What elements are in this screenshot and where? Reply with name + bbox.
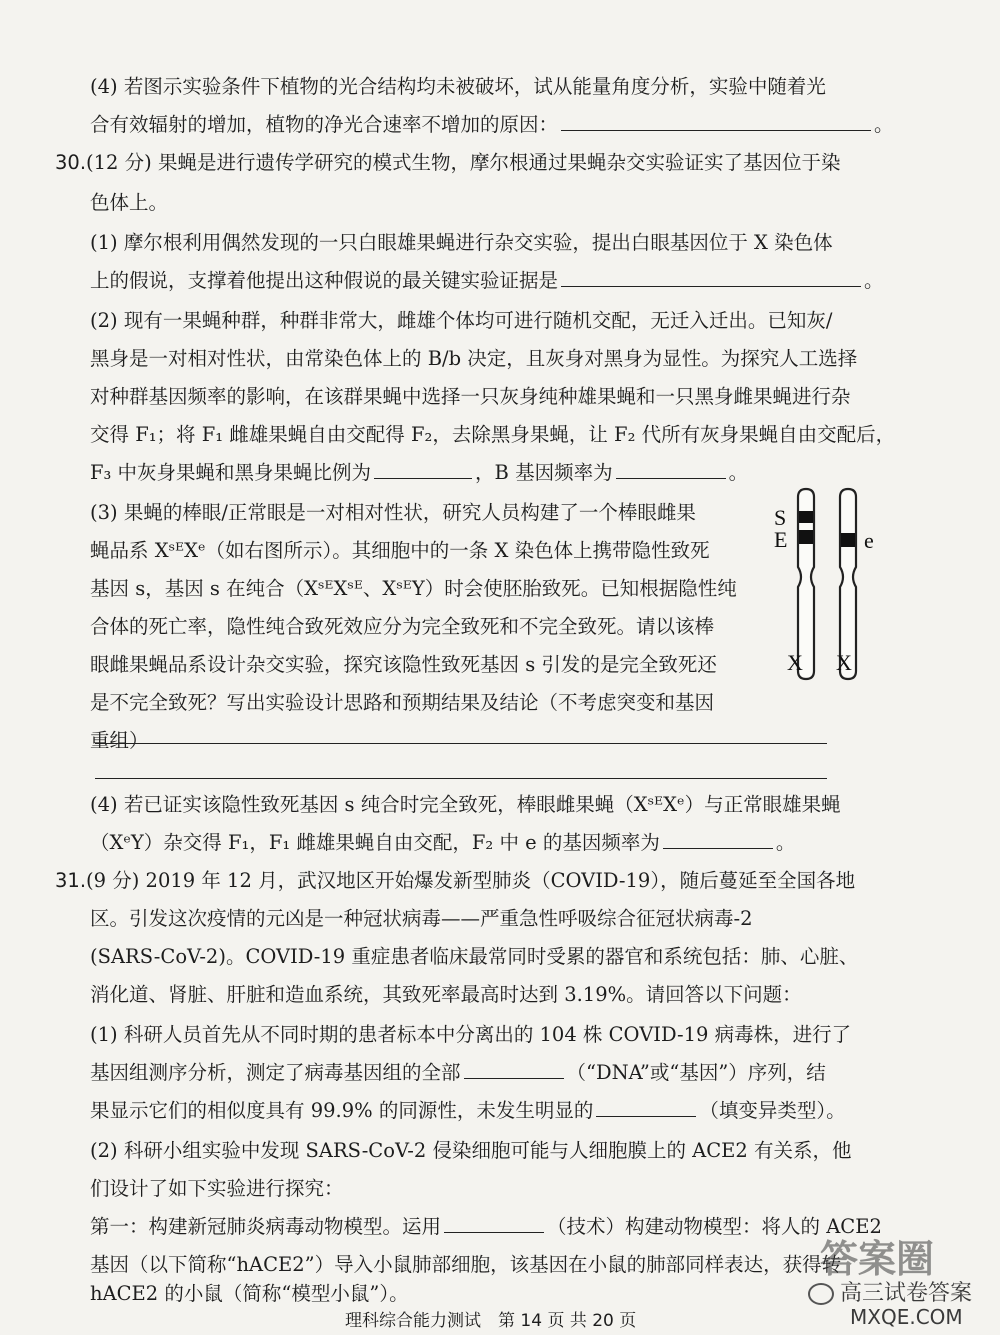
q30-header-line1 [55, 148, 840, 178]
q29-part4-line1: (4) 若图示实验条件下植物的光合结构均未被破坏，试从能量角度分析，实验中随着光 [90, 75, 826, 98]
q31-p2-line4: 基因（以下简称“hACE2”）导入小鼠肺部细胞，该基因在小鼠的肺部同样表达，获得转 [90, 1253, 842, 1276]
q31-p2-line3 [90, 1212, 882, 1242]
q30-p2-line5b-text: ，B 基因频率为 [475, 461, 613, 484]
label-E: E [774, 527, 788, 552]
q30-p2-line3: 对种群基因频率的影响，在该群果蝇中选择一只灰身纯种雄果蝇和一只黑身雌果蝇进行杂 [90, 385, 851, 408]
q29-part4-line2-text: 合有效辐射的增加，植物的净光合速率不增加的原因： [90, 113, 559, 136]
wechat-icon [808, 1283, 834, 1305]
q30-p3-line5: 眼雌果蝇品系设计杂交实验，探究该隐性致死基因 s 引发的是完全致死还 [90, 653, 717, 676]
answer-blank[interactable] [444, 1212, 544, 1233]
q31-p1-line3b-text: （填变异类型）。 [699, 1099, 846, 1122]
label-e: e [864, 528, 874, 553]
chromosome-x-labels [770, 648, 880, 678]
q30-p3-line7: 重组） [90, 729, 149, 752]
q31-p2-line5: hACE2 的小鼠（简称“模型小鼠”）。 [90, 1282, 409, 1305]
answer-blank[interactable] [464, 1058, 564, 1079]
q30-header-line2: 色体上。 [90, 191, 169, 214]
label-X-left: X [787, 650, 803, 675]
q30-header1-text: (12 分) 果蝇是进行遗传学研究的模式生物，摩尔根通过果蝇杂交实验证实了基因位于染 [86, 151, 841, 174]
q31-header-line1 [55, 866, 855, 896]
band-E [799, 530, 813, 544]
q31-p2-line3b-text: （技术）构建动物模型：将人的 ACE2 [547, 1215, 882, 1238]
answer-blank[interactable] [561, 110, 871, 131]
q31-header-line2: 区。引发这次疫情的元凶是一种冠状病毒——严重急性呼吸综合征冠状病毒-2 [90, 907, 753, 930]
q31-p1-line3 [90, 1096, 846, 1126]
q30-p3-line3: 基因 s，基因 s 在纯合（XˢᴱXˢᴱ、XˢᴱY）时会使胚胎致死。已知根据隐性纯 [90, 577, 737, 600]
q31-p1-line2b-text: （“DNA”或“基因”）序列，结 [566, 1061, 826, 1084]
logo-main-text: 答案圈 [820, 1237, 935, 1281]
page-footer: 理科综合能力测试 第 14 页 共 20 页 [345, 1311, 637, 1331]
q31-p1-line2 [90, 1058, 826, 1088]
answer-blank[interactable] [596, 1096, 696, 1117]
q30-p2-line5a-text: F₃ 中灰身果蝇和黑身果蝇比例为 [90, 461, 372, 484]
q31-p1-line3a-text: 果显示它们的相似度具有 99.9% 的同源性，未发生明显的 [90, 1099, 594, 1122]
q31-p1-line1: (1) 科研人员首先从不同时期的患者标本中分离出的 104 株 COVID-19 病毒株，进行了 [90, 1023, 852, 1046]
q30-number: 30. [55, 151, 87, 174]
band-s [799, 511, 813, 523]
answer-line[interactable] [95, 778, 827, 779]
q30-p3-line1: (3) 果蝇的棒眼/正常眼是一对相对性状，研究人员构建了一个棒眼雌果 [90, 501, 696, 524]
q30-p1-line1: (1) 摩尔根利用偶然发现的一只白眼雄果蝇进行杂交实验，提出白眼基因位于 X 染色体 [90, 231, 833, 254]
label-S: S [774, 505, 787, 530]
q30-p3-line2: 蝇品系 XˢᴱXᵉ（如右图所示）。其细胞中的一条 X 染色体上携带隐性致死 [90, 539, 710, 562]
q31-header-line4: 消化道、肾脏、肝脏和造血系统，其致死率最高时达到 3.19%。请回答以下问题： [90, 983, 802, 1006]
band-e [841, 533, 855, 547]
q31-p2-line3a-text: 第一：构建新冠肺炎病毒动物模型。运用 [90, 1215, 442, 1238]
q30-p1-line2-text: 上的假说，支撑着他提出这种假说的最关键实验证据是 [90, 269, 559, 292]
q31-header1-text: (9 分) 2019 年 12 月，武汉地区开始爆发新型肺炎（COVID-19），随后蔓延至全国各地 [86, 869, 856, 892]
q29-part4-line2: 合有效辐射的增加，植物的净光合速率不增加的原因： 。 [90, 110, 894, 140]
q30-p4-line1: (4) 若已证实该隐性致死基因 s 纯合时完全致死，棒眼雌果蝇（XˢᴱXᵉ）与正常眼雄果蝇 [90, 793, 841, 816]
q30-p4-line2: （XᵉY）杂交得 F₁，F₁ 雌雄果蝇自由交配，F₂ 中 e 的基因频率为 。 [90, 828, 795, 858]
q31-number: 31. [55, 869, 87, 892]
answer-line[interactable] [95, 743, 827, 744]
q30-p2-line1: (2) 现有一果蝇种群，种群非常大，雌雄个体均可进行随机交配，无迁入迁出。已知灰/ [90, 309, 833, 332]
q31-p2-line2: 们设计了如下实验进行探究： [90, 1177, 344, 1200]
answer-blank[interactable] [616, 458, 726, 479]
answer-blank[interactable] [374, 458, 472, 479]
q30-p2-line5: F₃ 中灰身果蝇和黑身果蝇比例为 ，B 基因频率为 。 [90, 458, 748, 488]
q30-p4-line2-text: （XᵉY）杂交得 F₁，F₁ 雌雄果蝇自由交配，F₂ 中 e 的基因频率为 [90, 831, 660, 854]
q30-p1-line2: 上的假说，支撑着他提出这种假说的最关键实验证据是 。 [90, 266, 884, 296]
q30-p2-line4: 交得 F₁；将 F₁ 雌雄果蝇自由交配得 F₂，去除黑身果蝇，让 F₂ 代所有灰身果蝇自由交配后， [90, 423, 896, 446]
answer-blank[interactable] [561, 266, 861, 287]
q30-p3-line6: 是不完全致死？写出实验设计思路和预期结果及结论（不考虑突变和基因 [90, 691, 715, 714]
q30-p2-line2: 黑身是一对相对性状，由常染色体上的 B/b 决定，且灰身对黑身为显性。为探究人工选择 [90, 347, 858, 370]
answer-blank[interactable] [663, 828, 773, 849]
q31-p2-line1: (2) 科研小组实验中发现 SARS-CoV-2 侵染细胞可能与人细胞膜上的 ACE2 有关系，他 [90, 1139, 852, 1162]
logo-sub-text: 高三试卷答案 [840, 1281, 973, 1306]
label-X-right: X [836, 650, 852, 675]
q31-header-line3: (SARS-CoV-2)。COVID-19 重症患者临床最常同时受累的器官和系统包括：肺、心脏、 [90, 945, 859, 968]
q31-p1-line2a-text: 基因组测序分析，测定了病毒基因组的全部 [90, 1061, 461, 1084]
q30-p3-line4: 合体的死亡率，隐性纯合致死效应分为完全致死和不完全致死。请以该棒 [90, 615, 715, 638]
logo-site-text: MXQE.COM [850, 1305, 963, 1329]
